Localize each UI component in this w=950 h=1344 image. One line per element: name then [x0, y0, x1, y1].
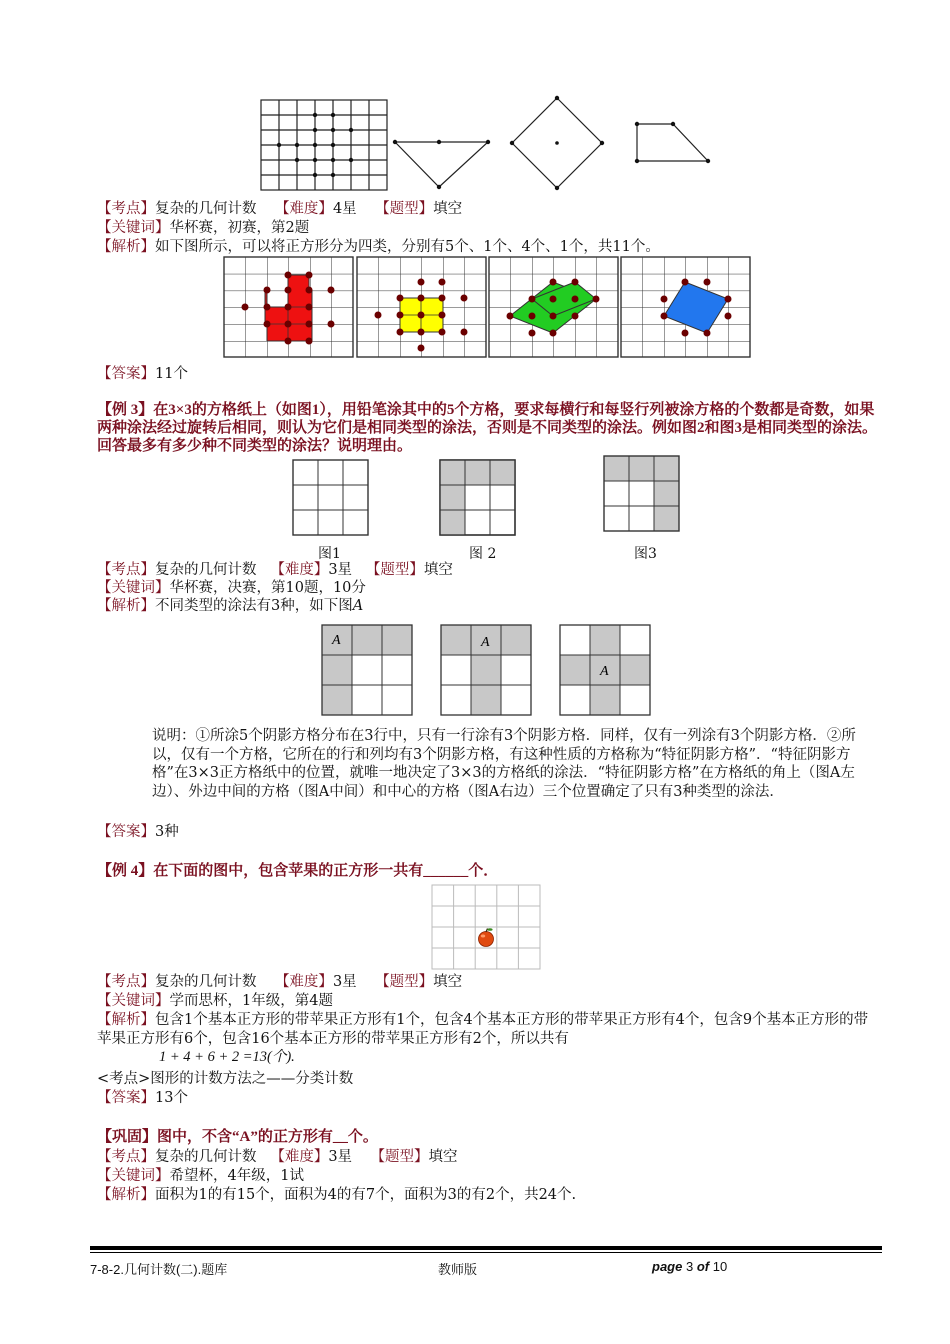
footer-rule-thin [90, 1252, 882, 1253]
panel-green [489, 257, 618, 357]
ex3-question-text: 在3×3的方格纸上（如图1），用铅笔涂其中的5个方格，要求每横行和每竖行列被涂方格的个数都是奇数，如果两种涂法经过旋转后相同，则认为它们是相同类型的涂法，否则是不同类型的涂法。例如图2和图3是相同类型的涂法。回答最多有多少种不同类型的涂法？说明理由。 [97, 402, 878, 454]
keywords-value: 学而思杯，1年级，第4题 [169, 993, 333, 1009]
footer-rule-thick [90, 1246, 882, 1250]
figure-2-grid [440, 460, 515, 535]
gonggu-analysis-line [97, 1186, 576, 1204]
analysis-value: 如下图所示，可以将正方形分为四类，分别有5个、1个、4个、1个，共11个。 [155, 239, 660, 255]
gonggu-question [97, 1128, 887, 1146]
nandu-tag: 【难度】 [274, 974, 333, 990]
figure-3-grid [604, 456, 679, 531]
panel-blue [621, 257, 750, 357]
keywords-value: 华杯赛，初赛，第2题 [169, 220, 310, 236]
type-a-corner [322, 625, 412, 715]
triangle-shape [395, 142, 488, 187]
fig1-caption: 图1 [318, 546, 341, 562]
answer-tag: 【答案】 [97, 1090, 155, 1106]
analysis-tag: 【解析】 [97, 1187, 155, 1203]
analysis-tag: 【解析】 [97, 1012, 155, 1028]
gonggu-label: 【巩固】 [97, 1129, 158, 1145]
page-total: 10 [712, 1259, 728, 1274]
kaodian-value: 复杂的几何计数 [155, 974, 257, 990]
tixing-value: 填空 [428, 1149, 458, 1165]
ex3-label: 【例 3】 [97, 402, 154, 418]
ex4-question [97, 862, 887, 880]
analysis-formula: 1 + 4 + 6 + 2 =13(个). [159, 1049, 295, 1065]
nandu-tag: 【难度】 [270, 562, 329, 578]
ex4-answer-line [97, 1089, 188, 1107]
ex4-meta-line [97, 973, 462, 991]
ex4-method-line: <考点>图形的计数方法之——分类计数 [97, 1071, 354, 1087]
tixing-value: 填空 [433, 974, 463, 990]
answer-value: 11个 [155, 366, 188, 382]
keywords-tag: 【关键词】 [97, 580, 170, 596]
analysis-tag: 【解析】 [97, 598, 155, 614]
of-word: of [696, 1259, 710, 1274]
page-number: 3 [685, 1259, 694, 1274]
kaodian-tag: 【考点】 [97, 201, 155, 217]
answer-value: 3种 [155, 824, 179, 840]
kaodian-tag: 【考点】 [97, 974, 155, 990]
nandu-value: 3星 [328, 562, 353, 578]
analysis-value: 面积为1的有15个，面积为4的有7个，面积为3的有2个，共24个. [155, 1187, 577, 1203]
ex2-keywords-line [97, 219, 309, 237]
kaodian-value: 复杂的几何计数 [155, 201, 257, 217]
ex3-question [97, 401, 887, 455]
nandu-value: 4星 [332, 201, 357, 217]
answer-tag: 【答案】 [97, 366, 155, 382]
ex4-question-text: 在下面的图中，包含苹果的正方形一共有______个． [153, 863, 499, 879]
apple-grid-figure [430, 883, 542, 971]
fig2-caption: 图 2 [469, 546, 497, 562]
panel-yellow [357, 257, 486, 357]
tixing-value: 填空 [433, 201, 463, 217]
apple-icon [479, 928, 494, 946]
gonggu-meta-line [97, 1148, 458, 1166]
footer-left: 7-8-2.几何计数(二).题库 [90, 1262, 228, 1277]
tixing-value: 填空 [423, 562, 453, 578]
colored-squares-figure [222, 255, 752, 359]
nandu-tag: 【难度】 [274, 201, 333, 217]
ex2-answer-line [97, 365, 188, 383]
ex3-answer-figures [320, 623, 655, 718]
nandu-tag: 【难度】 [270, 1149, 329, 1165]
keywords-tag: 【关键词】 [97, 1168, 170, 1184]
figure-1-grid [293, 460, 368, 535]
ex4-analysis [97, 1011, 882, 1067]
tixing-tag: 【题型】 [370, 1149, 429, 1165]
nandu-value: 3星 [328, 1149, 353, 1165]
ex3-keywords-line [97, 579, 366, 597]
analysis-a: A [352, 598, 364, 614]
ex4-keywords-line [97, 992, 333, 1010]
footer-page [652, 1259, 727, 1274]
ex2-meta-line [97, 200, 462, 218]
dot-grid-figure [255, 92, 725, 197]
analysis-value: 包含1个基本正方形的带苹果正方形有1个，包含4个基本正方形的带苹果正方形有4个，包含9个基本正方形的带苹果正方形有6个，包含16个基本正方形的带苹果正方形有2个，所以共有 [97, 1012, 869, 1047]
fig3-caption: 图3 [634, 546, 657, 562]
analysis-tag: 【解析】 [97, 239, 155, 255]
page-word: page [652, 1259, 683, 1274]
ex3-figures [290, 455, 685, 540]
ex3-meta-line [97, 561, 453, 579]
type-a-edge [441, 625, 531, 715]
kaodian-tag: 【考点】 [97, 562, 155, 578]
trapezoid-shape [637, 124, 708, 161]
nandu-value: 3星 [332, 974, 357, 990]
tixing-tag: 【题型】 [365, 562, 424, 578]
keywords-tag: 【关键词】 [97, 993, 170, 1009]
ex3-note: 说明：①所涂5个阴影方格分布在3行中，只有一行涂有3个阴影方格．同样，仅有一列涂有3个阴影方格．②所以，仅有一个方格，它所在的行和列均有3个阴影方格，有这种性质的方格称为“特征阴影方格”．“特征阴影方格”在3×3正方格纸中的位置，就唯一地决定了3×3的方格纸的涂法．“特征阴影方格”在方格纸的角上（图A左边）、外边中间的方格（图A中间）和中心的方格（图A右边）三个位置确定了只有3种类型的涂法． [152, 728, 856, 800]
ex2-analysis-line [97, 238, 660, 256]
answer-value: 13个 [155, 1090, 188, 1106]
analysis-value: 不同类型的涂法有3种，如下图 [155, 598, 353, 614]
panel-red [224, 257, 353, 357]
ex3-analysis-line [97, 597, 363, 615]
footer-center: 教师版 [438, 1262, 478, 1277]
ex3-answer-line [97, 823, 179, 841]
gonggu-question-text: 图中，不含“A”的正方形有__个。 [157, 1129, 378, 1145]
cell-label-a: A [600, 664, 609, 679]
keywords-value: 华杯赛，决赛，第10题，10分 [169, 580, 366, 596]
tixing-tag: 【题型】 [375, 201, 434, 217]
cell-label-a: A [481, 635, 490, 650]
keywords-value: 希望杯，4年级，1试 [169, 1168, 304, 1184]
kaodian-tag: 【考点】 [97, 1149, 155, 1165]
tixing-tag: 【题型】 [375, 974, 434, 990]
answer-tag: 【答案】 [97, 824, 155, 840]
kaodian-value: 复杂的几何计数 [155, 1149, 257, 1165]
gonggu-keywords-line [97, 1167, 304, 1185]
type-a-center [560, 625, 650, 715]
keywords-tag: 【关键词】 [97, 220, 170, 236]
kaodian-value: 复杂的几何计数 [155, 562, 257, 578]
cell-label-a: A [332, 633, 341, 648]
ex4-label: 【例 4】 [97, 863, 154, 879]
